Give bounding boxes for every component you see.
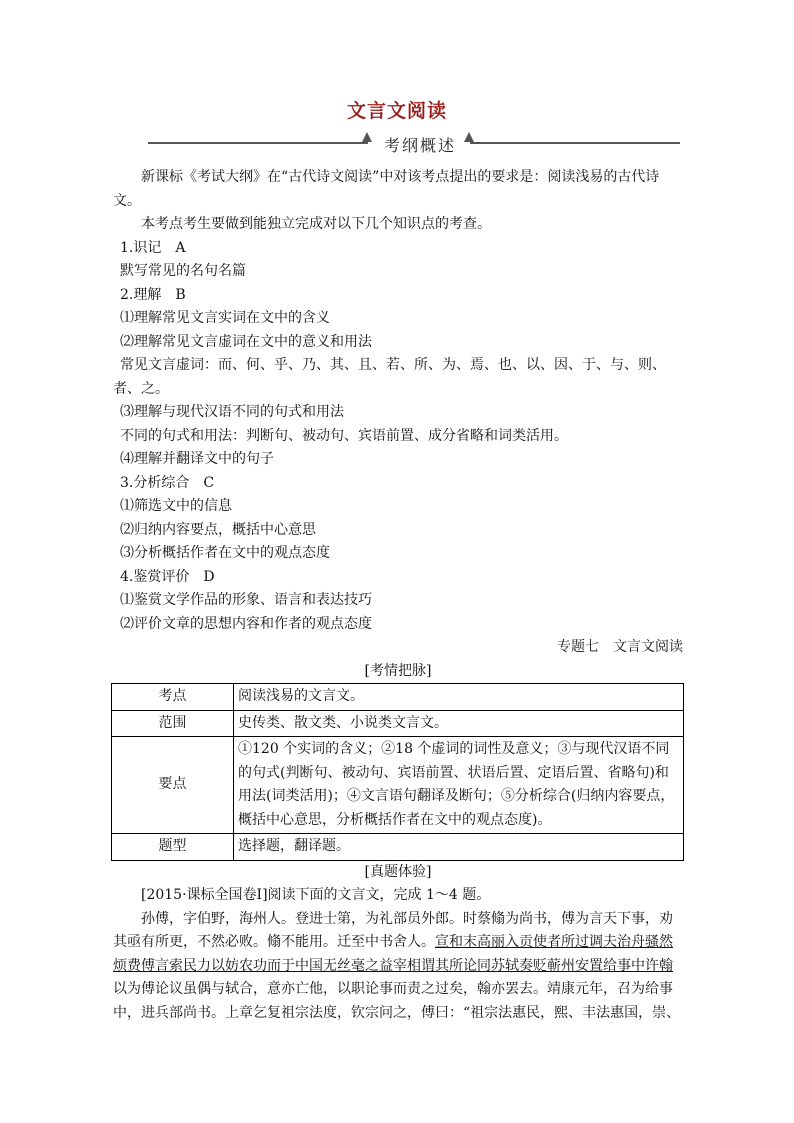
banner-triangle-left	[362, 132, 372, 142]
table-row	[112, 834, 684, 861]
syllabus-section	[113, 166, 683, 1025]
level-3-item: ⑶分析概括作者在文中的观点态度	[120, 545, 330, 561]
table-key: 范围	[112, 710, 234, 737]
table-key: 考点	[112, 684, 234, 711]
level-4-heading: 4.鉴赏评价 D	[120, 568, 215, 585]
table-row	[112, 710, 684, 737]
passage-underlined-sentence: 宣和末高丽入贡使者所过调夫治舟骚然烦费傅言索民力以妨农功而于中国无丝毫之益宰相谓其所论同苏轼奏贬蕲州安置给事中许翰	[113, 934, 673, 974]
level-3-item: ⑵归纳内容要点，概括中心意思	[120, 521, 316, 538]
level-4-item: ⑴鉴赏文学作品的形象、语言和表达技巧	[120, 592, 372, 608]
banner-title: 考纲概述	[383, 136, 456, 155]
table-value: ①120 个实词的含义；②18 个虚词的词性及意义；③与现代汉语不同的句式(判断句、被动句、宾语前置、状语后置、定语后置、省略句)和用法(词类活用)；④文言语句翻译及断句；⑤分析综合(归纳内容要点，概括中心意思，分析概括作者在文中的观点态度)。	[234, 737, 684, 834]
level-2-item: ⑴理解常见文言实词在文中的含义	[120, 310, 330, 326]
table-key: 要点	[112, 737, 234, 834]
page-title: 文言文阅读	[346, 100, 447, 122]
table-row	[112, 737, 684, 834]
level-2-item: ⑵理解常见文言虚词在文中的意义和用法	[120, 333, 372, 350]
topic-label: 专题七 文言文阅读	[557, 639, 683, 655]
level-2-item: ⑷理解并翻译文中的句子	[120, 451, 274, 467]
level-1-heading: 1.识记 A	[120, 239, 186, 256]
syllabus-requirement: 新课标《考试大纲》在“古代诗文阅读”中对该考点提出的要求是：阅读浅易的古代诗文。	[113, 169, 660, 209]
exam-overview-table	[111, 683, 684, 861]
passage-text: 孙傅，字伯野，海州人。登进士第，为礼部员外郎。时蔡翛为尚书，傅为言天下事，劝其亟有所更，不然必败。翛不能用。迁至中书舍人。	[113, 910, 673, 950]
banner-line-right	[470, 142, 680, 144]
banner-triangle-right	[464, 132, 474, 142]
syllabus-scope: 本考点考生要做到能独立完成对以下几个知识点的考查。	[141, 216, 491, 232]
table-value: 史传类、散文类、小说类文言文。	[234, 710, 684, 737]
exam-intro: [2015·课标全国卷Ⅰ]阅读下面的文言文，完成 1～4 题。	[141, 887, 491, 903]
level-2-item: ⑶理解与现代汉语不同的句式和用法	[120, 404, 344, 420]
level-3-item: ⑴筛选文中的信息	[120, 498, 232, 514]
level-1-item: 默写常见的名句名篇	[120, 263, 246, 279]
table-row	[112, 684, 684, 711]
banner-line-left	[148, 142, 368, 144]
exam-heading: [真题体验]	[364, 863, 432, 880]
level-4-item: ⑵评价文章的思想内容和作者的观点态度	[120, 615, 372, 632]
table-key: 题型	[112, 834, 234, 861]
level-2-heading: 2.理解 B	[120, 286, 186, 303]
sentence-patterns-note: 不同的句式和用法：判断句、被动句、宾语前置、成分省略和词类活用。	[120, 427, 568, 444]
table-heading: [考情把脉]	[364, 662, 432, 679]
table-value: 阅读浅易的文言文。	[234, 684, 684, 711]
function-words-list: 常见文言虚词：而、何、乎、乃、其、且、若、所、为、焉、也、以、因、于、与、则、者、之。	[113, 357, 666, 397]
section-banner	[148, 134, 680, 154]
level-3-heading: 3.分析综合 C	[120, 474, 215, 491]
passage-paragraph	[113, 908, 683, 1026]
table-value: 选择题，翻译题。	[234, 834, 684, 861]
passage-text: 以为傅论议虽偶与轼合，意亦亡他，以职论事而责之过矣，翰亦罢去。靖康元年，召为给事中，进兵部尚书。上章乞复祖宗法度，钦宗问之，傅曰：“祖宗法惠民，熙、丰法惠国，崇、	[113, 981, 681, 1021]
